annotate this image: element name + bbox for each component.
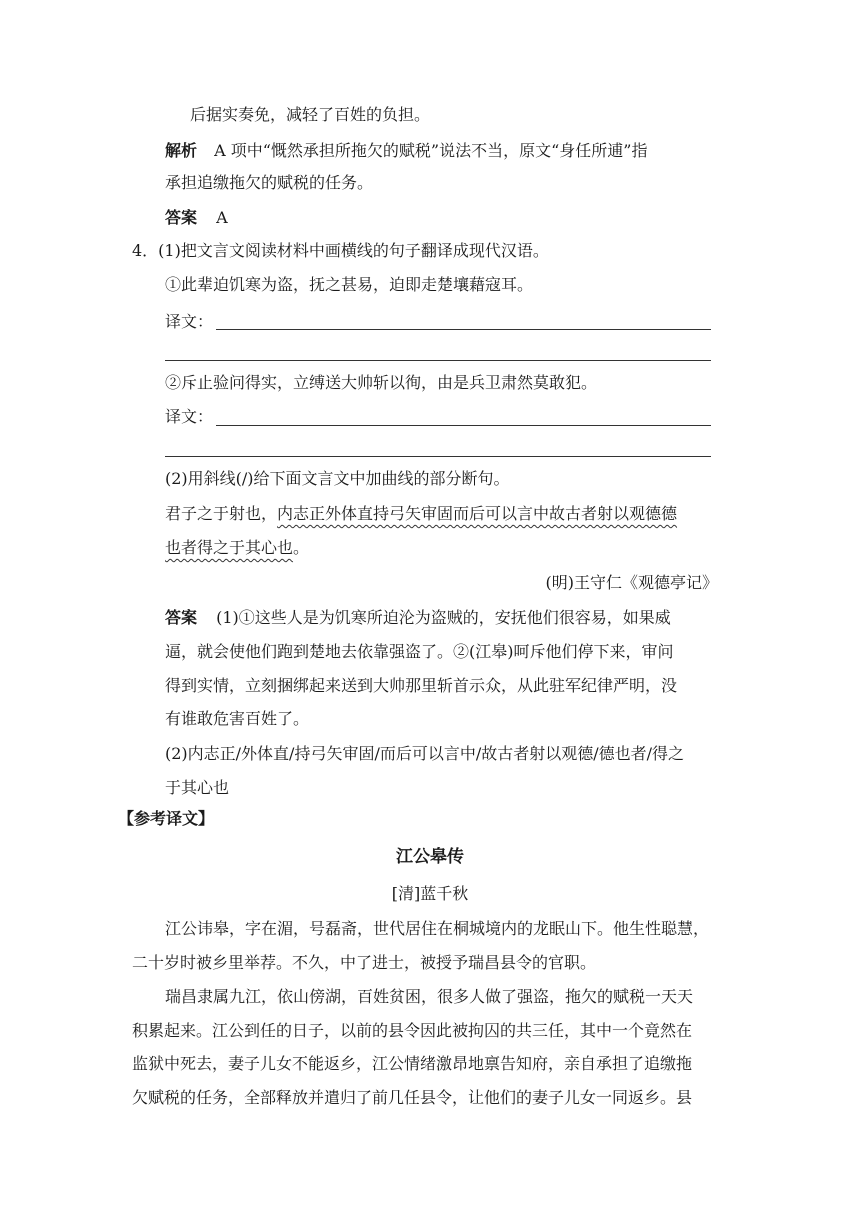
reference-heading: 【参考译文】 <box>118 809 215 828</box>
translation-label-2: 译文： <box>165 407 214 426</box>
answer-label: 答案 <box>165 208 198 227</box>
paragraph-2-line: 积累起来。江公到任的日子，以前的县令因此被拘囚的共三任，其中一个竟然在 <box>132 1021 693 1040</box>
sentence-2: ②斥止验问得实，立缚送大帅斩以徇，由是兵卫肃然莫敢犯。 <box>165 373 598 392</box>
question-4-2: (2)用斜线(/)给下面文言文中加曲线的部分断句。 <box>165 469 510 488</box>
answer-blank-line <box>216 329 711 330</box>
answer-blank-line <box>165 360 711 361</box>
answer-text-cont: 于其心也 <box>165 778 230 797</box>
answer-value: A <box>216 208 228 227</box>
answer-blank-line <box>216 425 711 426</box>
passage-wavy-text: 内志正外体直持弓矢审固而后可以言中故古者射以观德德 <box>277 504 678 523</box>
analysis-text-cont: 承担追缴拖欠的赋税的任务。 <box>165 173 374 192</box>
paragraph-2-line: 监狱中死去，妻子儿女不能返乡，江公情绪激昂地禀告知府，亲自承担了追缴拖 <box>132 1054 693 1073</box>
analysis-line <box>165 140 647 162</box>
paragraph-2-line: 瑞昌隶属九江，依山傍湖，百姓贫困，很多人做了强盗，拖欠的赋税一天天 <box>165 987 694 1006</box>
passage-source: (明)王守仁《观德亭记》 <box>545 573 718 592</box>
answer-text-cont: (2)内志正/外体直/持弓矢审固/而后可以言中/故古者射以观德/德也者/得之 <box>165 744 685 763</box>
sentence-1: ①此辈迫饥寒为盗，抚之甚易，迫即走楚壤藉寇耳。 <box>165 275 534 294</box>
answer-text: (1)①这些人是为饥寒所迫沦为盗贼的，安抚他们很容易，如果威 <box>216 608 671 627</box>
answer-4-line <box>165 607 671 629</box>
analysis-label: 解析 <box>165 141 198 160</box>
passage-line-2 <box>165 537 309 559</box>
answer-blank-line <box>165 456 711 457</box>
answer-text-cont: 得到实情，立刻捆绑起来送到大帅那里斩首示众，从此驻军纪律严明，没 <box>165 676 678 695</box>
paragraph-1-line: 二十岁时被乡里举荐。不久，中了进士，被授予瑞昌县令的官职。 <box>132 953 597 972</box>
passage-text: 君子之于射也， <box>165 504 278 523</box>
paragraph-1-line: 江公讳皋，字在湄，号磊斋，世代居住在桐城境内的龙眠山下。他生性聪慧， <box>165 919 710 938</box>
answer-text-cont: 逼，就会使他们跑到楚地去依靠强盗了。②(江皋)呵斥他们停下来，审问 <box>165 642 674 661</box>
question-4: 4．(1)把文言文阅读材料中画横线的句子翻译成现代汉语。 <box>132 241 549 260</box>
translation-label-1: 译文： <box>165 312 214 331</box>
paragraph-2-line: 欠赋税的任务，全部释放并遣归了前几任县令，让他们的妻子儿女一同返乡。县 <box>132 1088 693 1107</box>
answer-text-cont: 有谁敢危害百姓了。 <box>165 709 310 728</box>
reference-title: 江公皋传 <box>396 847 464 867</box>
answer-label: 答案 <box>165 608 198 627</box>
analysis-text: A 项中“慨然承担所拖欠的赋税”说法不当，原文“身任所逋”指 <box>214 141 648 160</box>
text-line: 后据实奏免，减轻了百姓的负担。 <box>190 105 431 124</box>
passage-text: 。 <box>293 538 310 557</box>
passage-wavy-text: 也者得之于其心也 <box>165 538 294 557</box>
reference-author: [清]蓝千秋 <box>391 884 469 903</box>
passage-line-1 <box>165 503 677 525</box>
answer-line <box>165 207 228 229</box>
